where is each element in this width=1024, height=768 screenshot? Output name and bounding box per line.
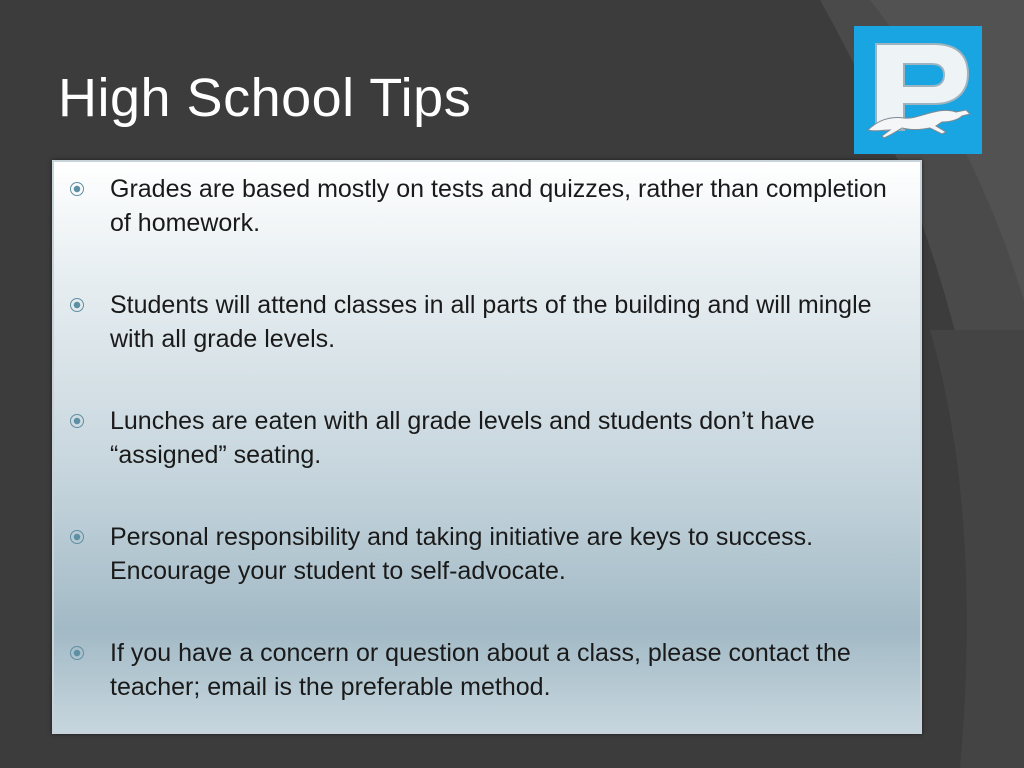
bullet-item — [54, 404, 920, 520]
bullet-text: Lunches are eaten with all grade levels and students don’t have “assigned” seating. — [110, 407, 815, 469]
content-box — [52, 160, 922, 734]
bullet-text: Personal responsibility and taking initiative are keys to success. Encourage your student to self-advocate. — [110, 523, 814, 585]
target-bullet-icon — [70, 646, 84, 660]
target-bullet-icon — [70, 182, 84, 196]
greyhound-logo-icon — [854, 26, 982, 154]
target-bullet-icon — [70, 530, 84, 544]
bullet-item — [54, 520, 920, 636]
bullet-text: If you have a concern or question about a class, please contact the teacher; email is the preferable method. — [110, 639, 851, 701]
bullet-list — [54, 172, 920, 752]
bullet-item — [54, 636, 920, 752]
bullet-item — [54, 172, 920, 288]
target-bullet-icon — [70, 298, 84, 312]
slide-title: High School Tips — [58, 68, 472, 128]
bullet-item — [54, 288, 920, 404]
target-bullet-icon — [70, 414, 84, 428]
bullet-text: Students will attend classes in all parts of the building and will mingle with all grade levels. — [110, 291, 872, 353]
bullet-text: Grades are based mostly on tests and quizzes, rather than completion of homework. — [110, 175, 887, 237]
school-logo — [854, 26, 982, 154]
